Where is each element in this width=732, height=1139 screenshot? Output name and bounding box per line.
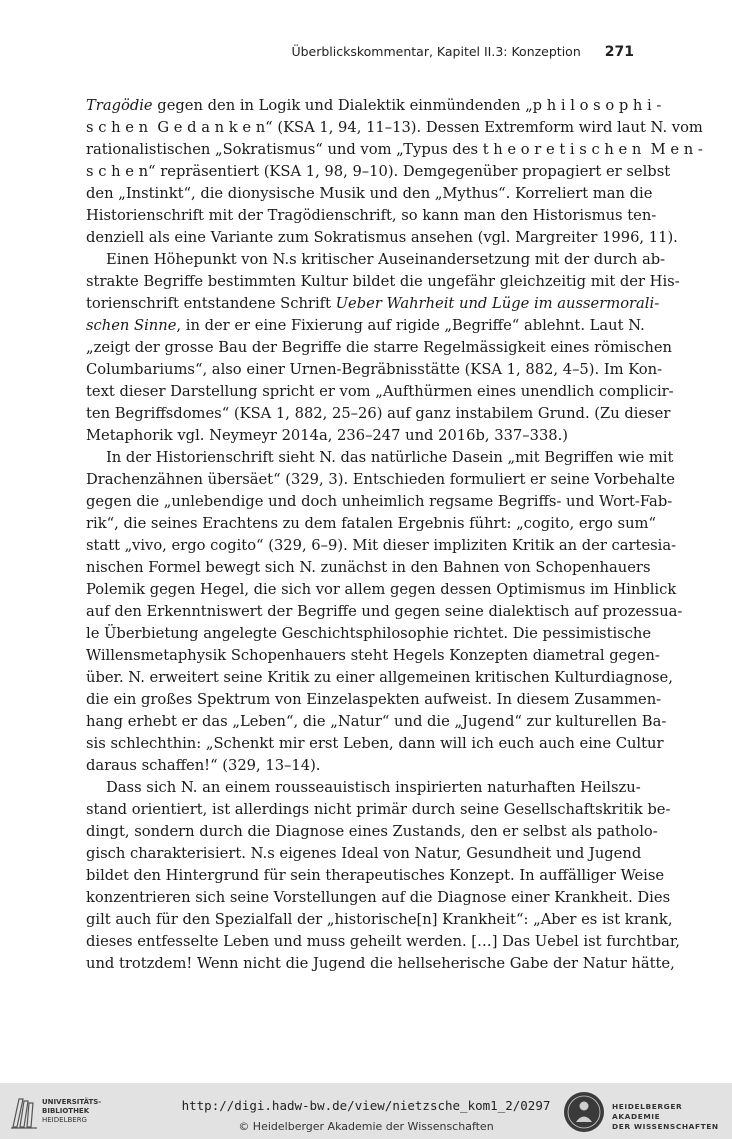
text-line: Drachenzähnen übersäet“ (329, 3). Entschieden formuliert er seine Vorbehalte — [86, 471, 675, 488]
text-line: konzentrieren sich seine Vorstellungen auf die Diagnose einer Krankheit. Dies — [86, 889, 671, 906]
text-line: nischen Formel bewegt sich N. zunächst in den Bahnen von Schopenhauers — [86, 559, 651, 576]
text-line: le Überbietung angelegte Geschichtsphilosophie richtet. Die pessimistische — [86, 625, 652, 642]
text-line: „zeigt der grosse Bau der Begriffe die starre Regelmässigkeit eines römischen — [86, 339, 672, 356]
text-line: daraus schaffen!“ (329, 13–14). — [86, 757, 321, 774]
text-line: Einen Höhepunkt von N.s kritischer Auseinandersetzung mit der durch ab- — [106, 251, 666, 268]
body-text — [86, 95, 703, 975]
text-line: strakte Begriffe bestimmten Kultur bildet die ungefähr gleichzeitig mit der His- — [86, 273, 680, 290]
text-line: stand orientiert, ist allerdings nicht primär durch seine Gesellschaftskritik be- — [86, 801, 671, 818]
text-line: s c h e n“ repräsentiert (KSA 1, 98, 9–10). Demgegenüber propagiert er selbst — [86, 163, 671, 180]
running-head: Überblickskommentar, Kapitel II.3: Konzeption — [291, 44, 581, 59]
text-line: Polemik gegen Hegel, die sich vor allem gegen dessen Optimismus im Hinblick — [86, 581, 677, 598]
text-line: bildet den Hintergrund für sein therapeutisches Konzept. In auffälliger Weise — [86, 867, 665, 884]
text-line: Dass sich N. an einem rousseauistisch inspirierten naturhaften Heilszu- — [106, 779, 641, 796]
text-line: rationalistischen „Sokratismus“ und vom „Typus des t h e o r e t i s c h e n M e n - — [86, 141, 703, 158]
text-line: und trotzdem! Wenn nicht die Jugend die hellseherische Gabe der Natur hätte, — [86, 955, 675, 972]
text-line: Metaphorik vgl. Neymeyr 2014a, 236–247 und 2016b, 337–338.) — [86, 427, 569, 444]
text-line: über. N. erweitert seine Kritik zu einer allgemeinen kritischen Kulturdiagnose, — [86, 669, 673, 686]
text-line: sis schlechthin: „Schenkt mir erst Leben, dann will ich euch auch eine Cultur — [86, 735, 664, 752]
academy-seal-icon — [563, 1091, 605, 1133]
text-line: In der Historienschrift sieht N. das natürliche Dasein „mit Begriffen wie mit — [106, 449, 674, 466]
text-line: auf den Erkenntniswert der Begriffe und gegen seine dialektisch auf prozessua- — [86, 603, 683, 620]
text-line: Historienschrift mit der Tragödienschrift, so kann man den Historismus ten- — [86, 207, 657, 224]
text-line: Columbariums“, also einer Urnen-Begräbnisstätte (KSA 1, 882, 4–5). Im Kon- — [86, 361, 663, 378]
text-line: den „Instinkt“, die dionysische Musik und den „Mythus“. Korreliert man die — [86, 185, 653, 202]
text-line: dingt, sondern durch die Diagnose eines Zustands, den er selbst als patholo- — [86, 823, 658, 840]
page-number: 271 — [604, 44, 634, 60]
text-line: rik“, die seines Erachtens zu dem fatalen Ergebnis führt: „cogito, ergo sum“ — [86, 515, 656, 532]
text-line: gegen die „unlebendige und doch unheimlich regsame Begriffs- und Wort-Fab- — [86, 493, 673, 510]
text-line: denziell als eine Variante zum Sokratismus ansehen (vgl. Margreiter 1996, 11). — [86, 229, 678, 246]
text-line: dieses entfesselte Leben und muss geheilt werden. […] Das Uebel ist furchtbar, — [86, 933, 680, 950]
text-line: ten Begriffsdomes“ (KSA 1, 882, 25–26) auf ganz instabilem Grund. (Zu dieser — [86, 405, 671, 422]
text-line: schen Sinne, in der er eine Fixierung auf rigide „Begriffe“ ablehnt. Laut N. — [86, 317, 645, 334]
text-line: text dieser Darstellung spricht er vom „Aufthürmen eines unendlich complicir- — [86, 383, 674, 400]
text-line: statt „vivo, ergo cogito“ (329, 6–9). Mit dieser impliziten Kritik an der cartesia- — [86, 537, 677, 554]
library-name: UNIVERSITÄTS- BIBLIOTHEK HEIDELBERG — [42, 1098, 102, 1124]
text-line: die ein großes Spektrum von Einzelaspekten aufweist. In diesem Zusammen- — [86, 691, 662, 708]
text-line: torienschrift entstandene Schrift Ueber Wahrheit und Lüge im aussermorali- — [86, 295, 660, 312]
text-line: Willensmetaphysik Schopenhauers steht Hegels Konzepten diametral gegen- — [86, 647, 660, 664]
text-line: Tragödie gegen den in Logik und Dialektik einmündenden „p h i l o s o p h i - — [86, 97, 662, 114]
text-line: hang erhebt er das „Leben“, die „Natur“ und die „Jugend“ zur kulturellen Ba- — [86, 713, 667, 730]
text-line: gilt auch für den Spezialfall der „historische[n] Krankheit“: „Aber es ist krank, — [86, 911, 673, 928]
page-header — [86, 44, 634, 64]
text-line: gisch charakterisiert. N.s eigenes Ideal von Natur, Gesundheit und Jugend — [86, 845, 642, 862]
footer-copyright: © Heidelberger Akademie der Wissenschaften — [238, 1120, 494, 1133]
academy-name: HEIDELBERGER AKADEMIE DER WISSENSCHAFTEN — [612, 1102, 719, 1131]
text-line: s c h e n G e d a n k e n“ (KSA 1, 94, 11–13). Dessen Extremform wird laut N. vom — [86, 119, 703, 136]
footer-url-link[interactable]: http://digi.hadw-bw.de/view/nietzsche_kom1_2/0297 — [181, 1098, 551, 1113]
